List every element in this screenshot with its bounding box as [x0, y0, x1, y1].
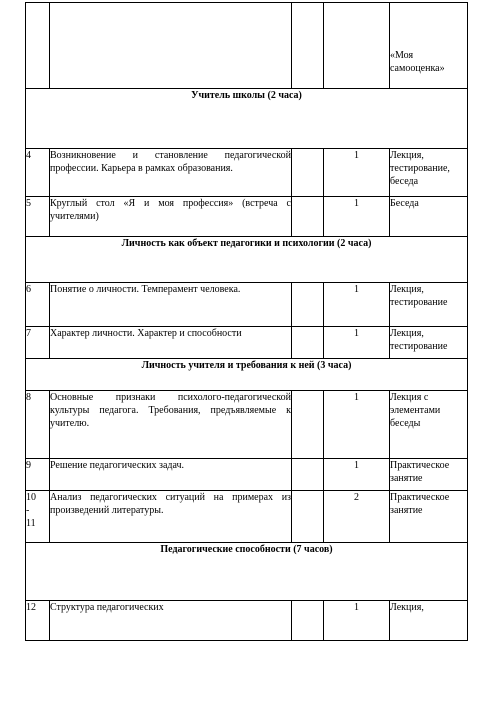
hours-count: 1 — [324, 327, 390, 359]
lesson-topic: Основные признаки психолого-педагогической культуры педагога. Требования, предъявляемые к учителю. — [50, 391, 292, 459]
table-row — [26, 601, 468, 641]
lesson-topic: Круглый стол «Я и моя профессия» (встреча с учителями) — [50, 197, 292, 237]
lesson-number: 8 — [26, 391, 50, 459]
section-header-row — [26, 89, 468, 149]
lesson-number: 6 — [26, 283, 50, 327]
lesson-topic: Решение педагогических задач. — [50, 459, 292, 491]
lesson-number: 4 — [26, 149, 50, 197]
section-header-row — [26, 359, 468, 391]
table-row — [26, 327, 468, 359]
section-title: Личность как объект педагогики и психологии (2 часа) — [26, 237, 468, 283]
lesson-number: 9 — [26, 459, 50, 491]
lesson-topic — [50, 3, 292, 89]
hours-count: 1 — [324, 391, 390, 459]
lesson-topic: Характер личности. Характер и способности — [50, 327, 292, 359]
lesson-form: Лекция с элементами беседы — [390, 391, 468, 459]
section-header-row — [26, 543, 468, 601]
lesson-form: Практическое занятие — [390, 491, 468, 543]
empty-cell — [292, 197, 324, 237]
table-row — [26, 197, 468, 237]
lesson-number: 10 - 11 — [26, 491, 50, 543]
section-title: Учитель школы (2 часа) — [26, 89, 468, 149]
hours-count: 1 — [324, 459, 390, 491]
section-title: Личность учителя и требования к ней (3 часа) — [26, 359, 468, 391]
lesson-number: 12 — [26, 601, 50, 641]
table-row — [26, 391, 468, 459]
lesson-form: «Моя самооценка» — [390, 3, 468, 89]
table-row — [26, 149, 468, 197]
lesson-topic: Анализ педагогических ситуаций на примерах из произведений литературы. — [50, 491, 292, 543]
empty-cell — [292, 391, 324, 459]
hours-count: 1 — [324, 283, 390, 327]
lesson-form: Лекция, — [390, 601, 468, 641]
empty-cell — [292, 3, 324, 89]
lesson-form: Лекция, тестирование — [390, 327, 468, 359]
lesson-topic: Возникновение и становление педагогической профессии. Карьера в рамках образования. — [50, 149, 292, 197]
curriculum-table-body — [26, 3, 468, 641]
hours-count: 2 — [324, 491, 390, 543]
lesson-number — [26, 3, 50, 89]
empty-cell — [292, 327, 324, 359]
empty-cell — [292, 459, 324, 491]
lesson-form: Лекция, тестирование — [390, 283, 468, 327]
lesson-form: Беседа — [390, 197, 468, 237]
section-header-row — [26, 237, 468, 283]
lesson-topic: Структура педагогических — [50, 601, 292, 641]
lesson-number: 5 — [26, 197, 50, 237]
section-title: Педагогические способности (7 часов) — [26, 543, 468, 601]
empty-cell — [292, 149, 324, 197]
table-row — [26, 459, 468, 491]
hours-count — [324, 3, 390, 89]
empty-cell — [292, 283, 324, 327]
hours-count: 1 — [324, 149, 390, 197]
lesson-number: 7 — [26, 327, 50, 359]
hours-count: 1 — [324, 197, 390, 237]
table-row — [26, 491, 468, 543]
lesson-topic: Понятие о личности. Темперамент человека. — [50, 283, 292, 327]
empty-cell — [292, 601, 324, 641]
table-row — [26, 283, 468, 327]
lesson-form: Практическое занятие — [390, 459, 468, 491]
table-row — [26, 3, 468, 89]
curriculum-table — [25, 2, 468, 641]
lesson-form: Лекция, тестирование, беседа — [390, 149, 468, 197]
empty-cell — [292, 491, 324, 543]
hours-count: 1 — [324, 601, 390, 641]
